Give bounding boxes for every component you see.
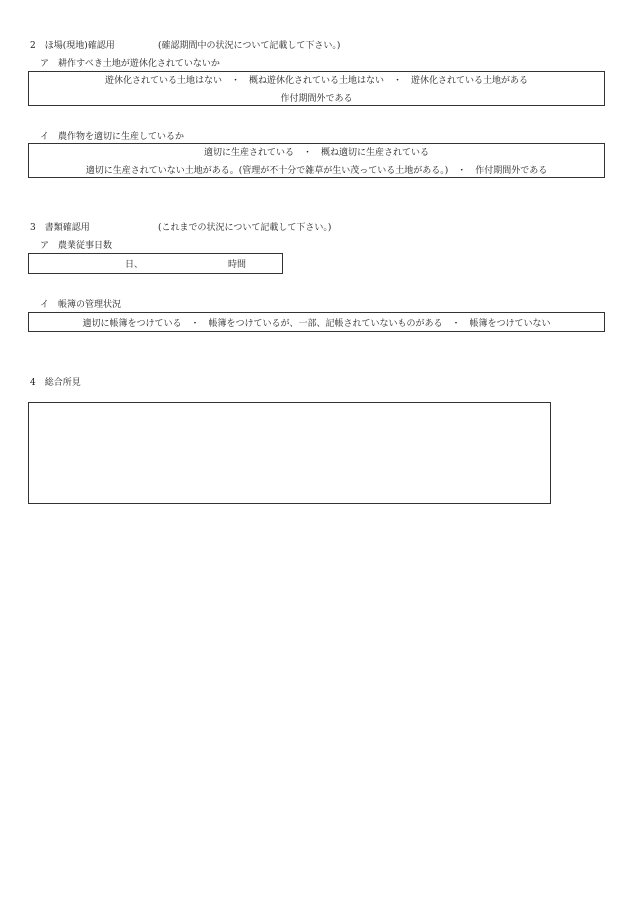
section2-b-options-line2[interactable]: 適切に生産されていない土地がある。(管理が不十分で雑草が生い茂っている土地がある。) ・ 作付期間外である [85, 166, 548, 176]
section2-a-options-box[interactable] [28, 71, 605, 106]
section2-b-options-box[interactable] [28, 143, 605, 178]
section3-a-label: ア 農業従事日数 [40, 241, 113, 251]
section3-b-options-line1[interactable]: 適切に帳簿をつけている ・ 帳簿をつけているが、一部、記帳されていないものがある ・ 帳簿をつけていない [82, 319, 551, 329]
section2-b-options-line1[interactable]: 適切に生産されている ・ 概ね適切に生産されている [203, 148, 429, 158]
overall-comment-box[interactable] [28, 402, 551, 504]
section4-heading: 4 総合所見 [30, 378, 81, 388]
section2-heading: 2 ほ場(現地)確認用 [30, 41, 115, 51]
section2-a-options-line2[interactable]: 作付期間外である [280, 94, 353, 104]
section2-a-options-line1[interactable]: 遊休化されている土地はない ・ 概ね遊休化されている土地はない ・ 遊休化されている土地がある [104, 76, 528, 86]
section2-a-label: ア 耕作すべき土地が遊休化されていないか [40, 59, 220, 69]
farming-days-box[interactable] [28, 253, 283, 274]
section3-note: (これまでの状況について記載して下さい。) [158, 223, 332, 233]
section3-b-label: イ 帳簿の管理状況 [40, 300, 122, 310]
days-unit-label: 日、 [125, 260, 144, 270]
section2-b-label: イ 農作物を適切に生産しているか [40, 132, 185, 142]
section2-note: (確認期間中の状況について記載して下さい。) [158, 41, 341, 51]
section3-heading: 3 書類確認用 [30, 223, 90, 233]
section3-b-options-box[interactable] [28, 312, 605, 332]
hours-unit-label: 時間 [228, 260, 247, 270]
